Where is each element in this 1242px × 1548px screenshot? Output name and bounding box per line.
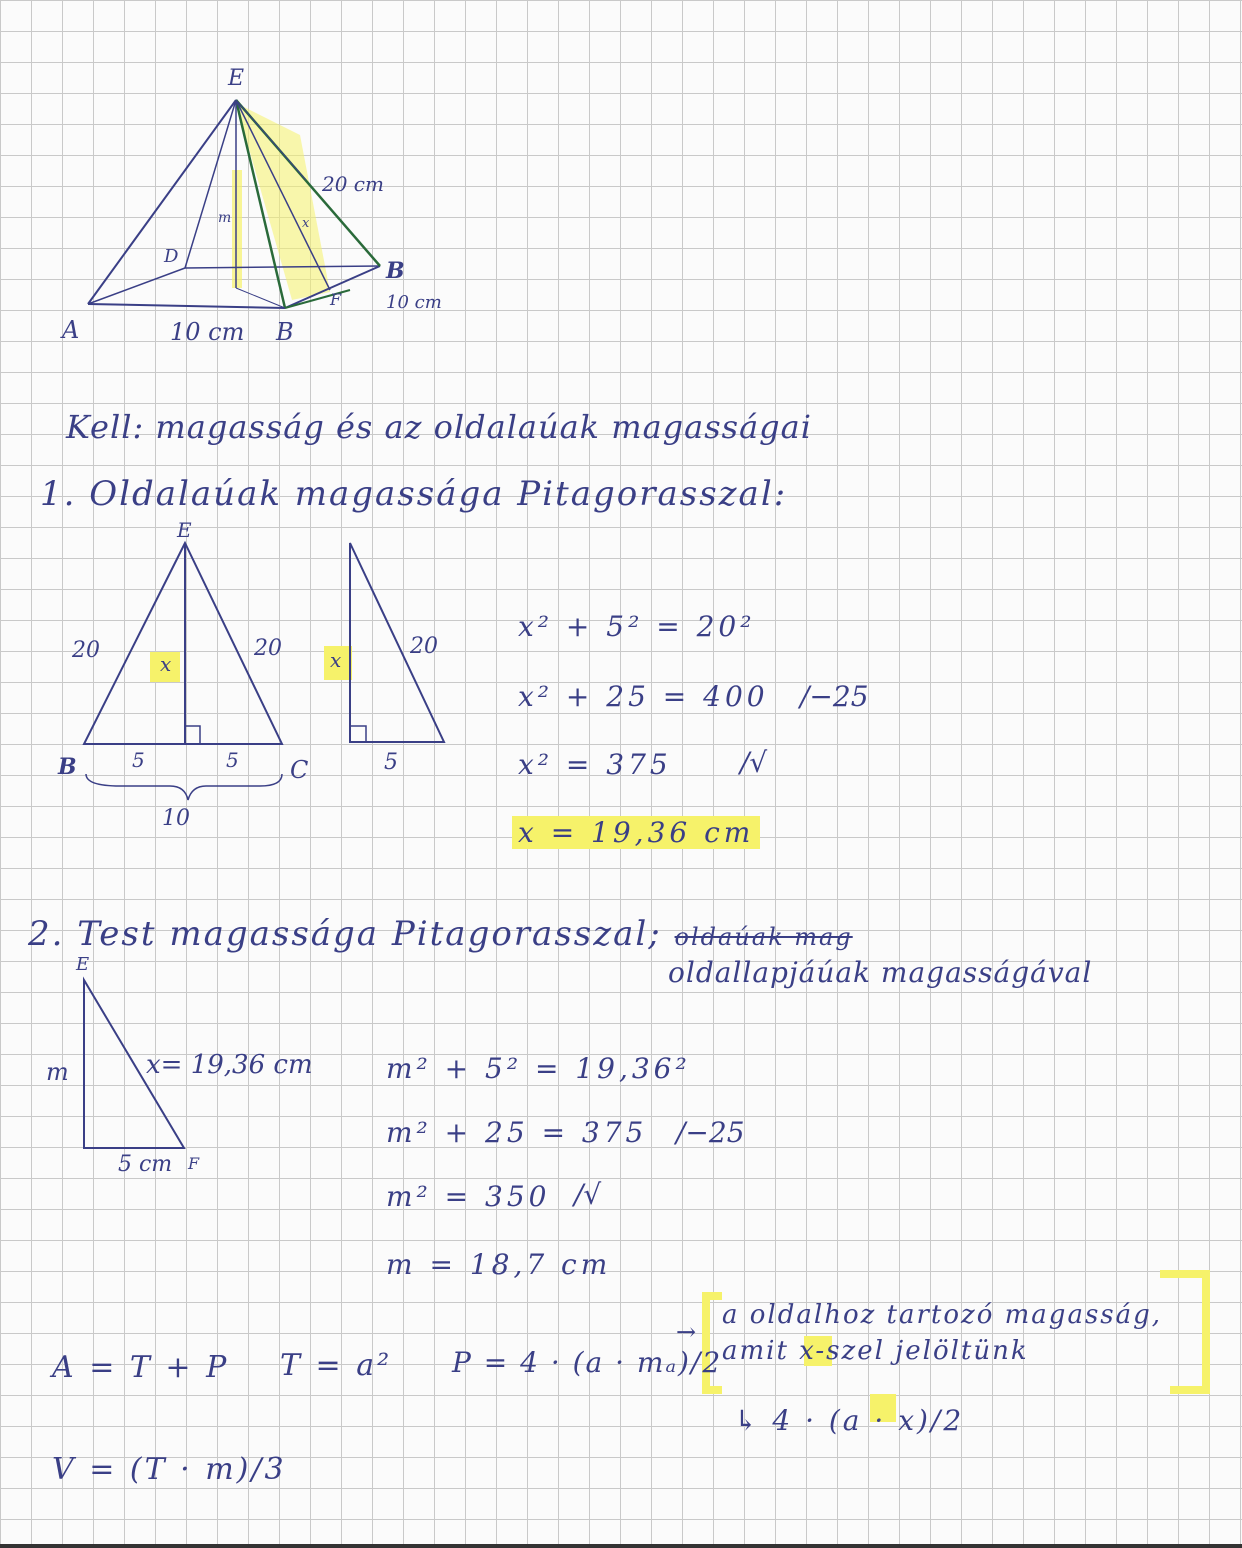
tri1-right-base: 5 <box>226 748 239 772</box>
vertex-b-label: B <box>276 318 294 346</box>
tri1-height-x: x <box>160 652 172 676</box>
tri1-corner-c: C <box>290 756 309 784</box>
page-bottom-edge <box>0 1544 1242 1548</box>
step2-title-struck: oldaúak mag <box>674 923 853 951</box>
point-f-label: F <box>330 290 342 309</box>
step2-tri-corner-f: F <box>188 1154 200 1173</box>
tri2-height-x: x <box>330 648 342 672</box>
step2-equation-2: m² + 25 = 375 <box>386 1116 648 1149</box>
note-arrow: → <box>676 1318 697 1346</box>
step2-op-sqrt: /√ <box>574 1178 602 1211</box>
step2-title-correction: oldallapjáúak magasságával <box>668 956 1093 989</box>
base-length-label: 10 cm <box>170 318 245 346</box>
volume-formula: V = (T · m)/3 <box>52 1452 287 1487</box>
tri1-total-base: 10 <box>162 806 190 831</box>
note-line-1: a oldalhoz tartozó magasság, <box>722 1300 1163 1330</box>
tri1-right-side: 20 <box>254 636 282 661</box>
step2-title-main: 2. Test magassága Pitagorasszal; <box>28 914 662 954</box>
tri1-left-base: 5 <box>132 748 145 772</box>
step2-equation-3: m² = 350 <box>386 1180 551 1213</box>
base-area-formula: T = a² <box>280 1348 393 1383</box>
step1-title: 1. Oldalaúak magassága Pitagorasszal: <box>40 474 788 514</box>
lateral-area-formula: P = 4 · (a · mₐ)/2 <box>452 1346 723 1379</box>
tri1-apex-label: E <box>177 518 192 542</box>
tri1-left-side: 20 <box>72 638 100 663</box>
step1-equation-2: x² + 25 = 400 <box>518 680 769 713</box>
tri1-corner-b: B <box>58 754 77 780</box>
vertex-d-label: D <box>164 246 179 267</box>
step1-op-subtract: /−25 <box>800 680 869 713</box>
step1-equation-1: x² + 5² = 20² <box>518 610 756 643</box>
slant-x-label: x <box>302 216 310 231</box>
vertex-a-label: A <box>62 316 80 344</box>
tri2-base: 5 <box>384 750 398 775</box>
step2-tri-base: 5 cm <box>118 1152 173 1177</box>
height-m-label: m <box>218 210 232 226</box>
note-line-2: amit x-szel jelöltünk <box>722 1336 1029 1366</box>
edge-length-label: 20 cm <box>322 172 384 196</box>
lateral-result: ↳ 4 · (a · x)/2 <box>734 1404 965 1437</box>
vertex-e-label: E <box>228 66 245 91</box>
vertex-c-label: B <box>386 258 405 284</box>
step2-equation-1: m² + 5² = 19,36² <box>386 1052 691 1085</box>
side-length-label: 10 cm <box>386 292 442 313</box>
step2-tri-height: m <box>46 1058 69 1086</box>
surface-formula: A = T + P <box>52 1350 230 1385</box>
task-heading: Kell: magasság és az oldalaúak magasságai <box>66 408 812 446</box>
step2-tri-hypotenuse: x= 19,36 cm <box>146 1050 313 1080</box>
step1-result: x = 19,36 cm <box>512 816 760 849</box>
tri2-hypotenuse: 20 <box>410 634 438 659</box>
step2-op-subtract: /−25 <box>676 1116 745 1149</box>
step2-tri-apex: E <box>76 954 90 975</box>
step2-equation-4: m = 18,7 cm <box>386 1248 612 1281</box>
step1-equation-3: x² = 375 <box>518 748 672 781</box>
step1-op-sqrt: /√ <box>740 746 768 779</box>
